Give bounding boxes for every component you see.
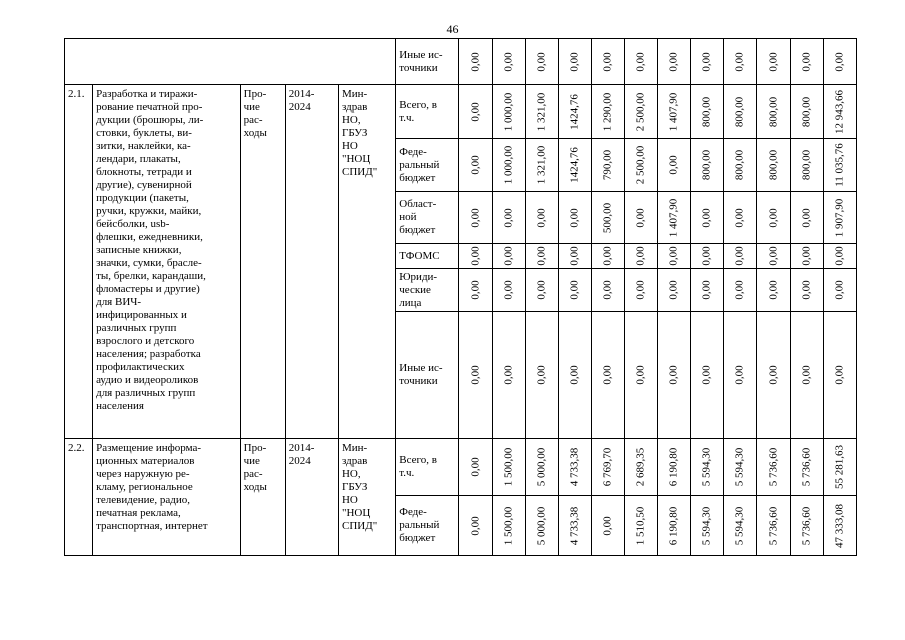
value-cell — [591, 312, 624, 439]
value-text: 1 407,90 — [667, 92, 680, 131]
value-cell — [492, 496, 525, 556]
value-text: 1 500,00 — [502, 506, 515, 545]
value-text: 0,00 — [634, 207, 647, 228]
value-text: 0,00 — [502, 365, 515, 385]
value-text: 5 736,60 — [800, 506, 813, 545]
value-text: 0,00 — [700, 51, 713, 72]
value-cell — [558, 85, 591, 139]
value-text: 500,00 — [601, 202, 614, 233]
value-text: 0,00 — [568, 207, 581, 228]
value-text: 5 594,30 — [700, 447, 713, 487]
value-cell — [790, 244, 823, 269]
value-cell — [691, 192, 724, 244]
value-cell — [525, 85, 558, 139]
value-cell — [724, 269, 757, 312]
value-text: 0,00 — [601, 515, 614, 536]
value-cell — [757, 244, 790, 269]
value-text: 5 000,00 — [535, 506, 548, 545]
funding-source-cell: Феде- ральный бюджет — [396, 496, 459, 556]
value-text: 2 500,00 — [634, 92, 647, 131]
value-text: 0,00 — [502, 207, 515, 228]
value-text: 0,00 — [667, 51, 680, 72]
value-cell — [625, 496, 658, 556]
value-cell — [591, 439, 624, 496]
value-text: 0,00 — [767, 51, 780, 72]
value-cell — [658, 269, 691, 312]
value-cell — [724, 312, 757, 439]
value-cell — [823, 269, 856, 312]
value-cell — [459, 192, 492, 244]
value-cell — [591, 269, 624, 312]
value-text: 0,00 — [667, 365, 680, 385]
value-text: 5 594,30 — [700, 506, 713, 545]
value-text: 0,00 — [535, 207, 548, 228]
value-text: 0,00 — [800, 365, 813, 385]
value-cell — [724, 244, 757, 269]
value-text: 55 281,63 — [833, 445, 846, 489]
executor: Мин- здрав НО, ГБУЗ НО "НОЦ СПИД" — [338, 439, 395, 556]
value-text: 0,00 — [833, 365, 846, 385]
value-cell — [757, 269, 790, 312]
value-cell — [658, 39, 691, 85]
value-text: 0,00 — [833, 51, 846, 72]
value-cell — [459, 39, 492, 85]
value-text: 4 733,38 — [568, 506, 581, 545]
value-cell — [558, 269, 591, 312]
value-text: 1 000,00 — [502, 145, 515, 185]
table-row — [65, 39, 857, 85]
value-text: 800,00 — [767, 96, 780, 127]
value-text: 0,00 — [700, 207, 713, 228]
value-cell — [823, 192, 856, 244]
value-text: 6 769,70 — [601, 447, 614, 487]
value-text: 0,00 — [568, 246, 581, 266]
value-text: 1 500,00 — [502, 447, 515, 487]
value-cell — [525, 139, 558, 192]
value-cell — [691, 496, 724, 556]
value-cell — [658, 439, 691, 496]
value-cell — [459, 496, 492, 556]
value-cell — [591, 192, 624, 244]
value-cell — [823, 39, 856, 85]
value-text: 6 190,80 — [667, 506, 680, 545]
value-text: 0,00 — [469, 207, 482, 228]
value-text: 5 594,30 — [733, 506, 746, 545]
value-text: 0,00 — [502, 246, 515, 266]
value-cell — [790, 85, 823, 139]
value-cell — [691, 244, 724, 269]
value-text: 5 000,00 — [535, 447, 548, 487]
value-text: 0,00 — [733, 51, 746, 72]
value-cell — [757, 439, 790, 496]
value-cell — [492, 192, 525, 244]
value-text: 6 190,80 — [667, 447, 680, 487]
value-text: 0,00 — [568, 280, 581, 300]
value-cell — [492, 312, 525, 439]
value-text: 0,00 — [700, 365, 713, 385]
value-cell — [823, 85, 856, 139]
value-text: 47 333,08 — [833, 503, 846, 548]
value-cell — [525, 244, 558, 269]
item-number: 2.2. — [65, 439, 93, 556]
value-cell — [558, 244, 591, 269]
program-table — [64, 38, 857, 556]
value-text: 0,00 — [800, 51, 813, 72]
value-cell — [625, 312, 658, 439]
table-row — [65, 85, 857, 139]
value-text: 1424,76 — [568, 147, 581, 183]
value-text: 800,00 — [800, 96, 813, 127]
value-text: 0,00 — [634, 51, 647, 72]
value-text: 0,00 — [469, 365, 482, 385]
value-text: 0,00 — [733, 207, 746, 228]
value-text: 1 321,00 — [535, 145, 548, 185]
value-text: 1 510,50 — [634, 506, 647, 545]
value-text: 790,00 — [601, 149, 614, 181]
value-text: 0,00 — [767, 365, 780, 385]
value-cell — [492, 39, 525, 85]
value-cell — [459, 269, 492, 312]
value-text: 0,00 — [535, 51, 548, 72]
value-cell — [625, 244, 658, 269]
value-cell — [558, 439, 591, 496]
funding-source-cell: Област- ной бюджет — [396, 192, 459, 244]
value-text: 5 736,60 — [800, 447, 813, 487]
value-text: 0,00 — [733, 365, 746, 385]
value-cell — [724, 85, 757, 139]
value-text: 1 907,90 — [833, 198, 846, 237]
value-text: 5 736,60 — [767, 447, 780, 487]
item-number: 2.1. — [65, 85, 93, 439]
value-cell — [558, 39, 591, 85]
value-text: 0,00 — [535, 246, 548, 266]
value-text: 0,00 — [469, 280, 482, 300]
value-cell — [459, 85, 492, 139]
funding-source-cell: Всего, в т.ч. — [396, 439, 459, 496]
value-cell — [492, 139, 525, 192]
value-cell — [658, 139, 691, 192]
value-text: 1 321,00 — [535, 92, 548, 131]
value-cell — [492, 269, 525, 312]
value-text: 0,00 — [767, 246, 780, 266]
value-text: 0,00 — [667, 155, 680, 175]
value-cell — [691, 269, 724, 312]
value-text: 0,00 — [700, 280, 713, 300]
value-cell — [558, 192, 591, 244]
value-text: 0,00 — [535, 280, 548, 300]
expense-type: Про- чие рас- ходы — [240, 85, 285, 439]
value-text: 0,00 — [469, 457, 482, 477]
value-cell — [525, 192, 558, 244]
value-cell — [625, 269, 658, 312]
value-text: 0,00 — [469, 101, 482, 122]
value-text: 0,00 — [568, 51, 581, 72]
value-cell — [525, 39, 558, 85]
funding-source-cell: Иные ис- точники — [396, 39, 459, 85]
value-cell — [558, 139, 591, 192]
value-cell — [724, 439, 757, 496]
value-cell — [790, 312, 823, 439]
value-cell — [525, 312, 558, 439]
value-text: 0,00 — [767, 207, 780, 228]
value-cell — [658, 244, 691, 269]
value-text: 0,00 — [800, 246, 813, 266]
value-cell — [591, 496, 624, 556]
value-cell — [625, 192, 658, 244]
value-cell — [790, 39, 823, 85]
value-cell — [691, 139, 724, 192]
value-cell — [790, 269, 823, 312]
value-cell — [757, 312, 790, 439]
value-text: 0,00 — [833, 246, 846, 266]
value-text: 0,00 — [733, 246, 746, 266]
value-text: 0,00 — [634, 246, 647, 266]
value-cell — [757, 496, 790, 556]
continued-blank-cell — [65, 39, 396, 85]
value-text: 2 500,00 — [634, 145, 647, 185]
value-cell — [625, 39, 658, 85]
funding-source-cell: Иные ис- точники — [396, 312, 459, 439]
value-cell — [625, 439, 658, 496]
value-text: 0,00 — [502, 280, 515, 300]
period: 2014- 2024 — [285, 85, 338, 439]
funding-source-cell: Феде- ральный бюджет — [396, 139, 459, 192]
value-text: 0,00 — [469, 51, 482, 72]
table-row — [65, 439, 857, 496]
value-text: 0,00 — [568, 365, 581, 385]
item-description: Разработка и тиражи- рование печатной про- дукции (брошюры, ли- стовки, буклеты, ви- зитки, наклейки, ка- лендари, плакаты, блокноты, тетради и другие), сувенирной продукции (пакеты, ручки, кружки, майки, бейсболки, usb- флешки, ежедневники, записные книжки, значки, сумки, брасле- ты, брелки, карандаши, фломастеры и другие) для ВИЧ- инфицированных и различных групп взрослого и детского населения; разработка профилактических аудио и видеороликов для различных групп населения — [93, 85, 241, 439]
value-text: 0,00 — [667, 280, 680, 300]
value-cell — [691, 39, 724, 85]
value-cell — [459, 244, 492, 269]
value-text: 800,00 — [733, 149, 746, 181]
value-cell — [492, 244, 525, 269]
value-text: 0,00 — [800, 207, 813, 228]
value-text: 0,00 — [469, 515, 482, 536]
value-cell — [591, 244, 624, 269]
value-cell — [790, 139, 823, 192]
value-text: 4 733,38 — [568, 447, 581, 487]
value-cell — [525, 496, 558, 556]
value-text: 5 736,60 — [767, 506, 780, 545]
item-description: Размещение информа- ционных материалов через наружную ре- кламу, региональное телевидение, радио, печатная реклама, транспортная, интернет — [93, 439, 241, 556]
value-cell — [724, 139, 757, 192]
value-cell — [492, 85, 525, 139]
value-cell — [691, 439, 724, 496]
value-cell — [658, 85, 691, 139]
value-text: 0,00 — [601, 280, 614, 300]
value-text: 2 689,35 — [634, 447, 647, 487]
value-text: 1 290,00 — [601, 92, 614, 131]
value-cell — [757, 39, 790, 85]
value-cell — [525, 439, 558, 496]
executor: Мин- здрав НО, ГБУЗ НО "НОЦ СПИД" — [338, 85, 395, 439]
value-text: 0,00 — [535, 365, 548, 385]
value-cell — [591, 85, 624, 139]
value-cell — [790, 496, 823, 556]
value-cell — [823, 139, 856, 192]
funding-source-cell: ТФОМС — [396, 244, 459, 269]
period: 2014- 2024 — [285, 439, 338, 556]
value-text: 0,00 — [634, 280, 647, 300]
value-text: 0,00 — [601, 365, 614, 385]
expense-type: Про- чие рас- ходы — [240, 439, 285, 556]
value-cell — [823, 439, 856, 496]
value-text: 12 943,66 — [833, 89, 846, 134]
value-cell — [558, 496, 591, 556]
value-text: 800,00 — [733, 96, 746, 127]
value-text: 0,00 — [733, 280, 746, 300]
value-text: 800,00 — [767, 149, 780, 181]
value-text: 0,00 — [502, 51, 515, 72]
value-cell — [459, 139, 492, 192]
value-text: 0,00 — [700, 246, 713, 266]
value-cell — [757, 139, 790, 192]
page-number: 46 — [446, 22, 459, 36]
value-text: 5 594,30 — [733, 447, 746, 487]
value-text: 0,00 — [601, 51, 614, 72]
value-cell — [658, 192, 691, 244]
value-text: 1424,76 — [568, 93, 581, 130]
value-text: 800,00 — [700, 96, 713, 127]
value-cell — [757, 85, 790, 139]
value-text: 1 407,90 — [667, 198, 680, 237]
value-cell — [459, 312, 492, 439]
value-text: 0,00 — [634, 365, 647, 385]
value-text: 0,00 — [767, 280, 780, 300]
value-text: 1 000,00 — [502, 92, 515, 131]
value-cell — [525, 269, 558, 312]
value-cell — [658, 496, 691, 556]
funding-source-cell: Юриди- ческие лица — [396, 269, 459, 312]
value-cell — [691, 85, 724, 139]
value-cell — [625, 139, 658, 192]
value-cell — [591, 39, 624, 85]
funding-source-cell: Всего, в т.ч. — [396, 85, 459, 139]
value-text: 0,00 — [667, 246, 680, 266]
value-text: 800,00 — [800, 149, 813, 181]
value-text: 0,00 — [469, 246, 482, 266]
value-text: 0,00 — [833, 280, 846, 300]
value-text: 11 035,76 — [833, 143, 846, 187]
value-cell — [823, 244, 856, 269]
value-cell — [691, 312, 724, 439]
value-cell — [724, 192, 757, 244]
value-text: 0,00 — [800, 280, 813, 300]
value-cell — [459, 439, 492, 496]
value-cell — [790, 192, 823, 244]
value-cell — [658, 312, 691, 439]
value-cell — [724, 496, 757, 556]
value-cell — [591, 139, 624, 192]
value-cell — [492, 439, 525, 496]
value-cell — [823, 312, 856, 439]
value-text: 0,00 — [469, 155, 482, 175]
value-text: 0,00 — [601, 246, 614, 266]
value-cell — [724, 39, 757, 85]
value-text: 800,00 — [700, 149, 713, 181]
value-cell — [625, 85, 658, 139]
value-cell — [558, 312, 591, 439]
value-cell — [757, 192, 790, 244]
value-cell — [823, 496, 856, 556]
value-cell — [790, 439, 823, 496]
